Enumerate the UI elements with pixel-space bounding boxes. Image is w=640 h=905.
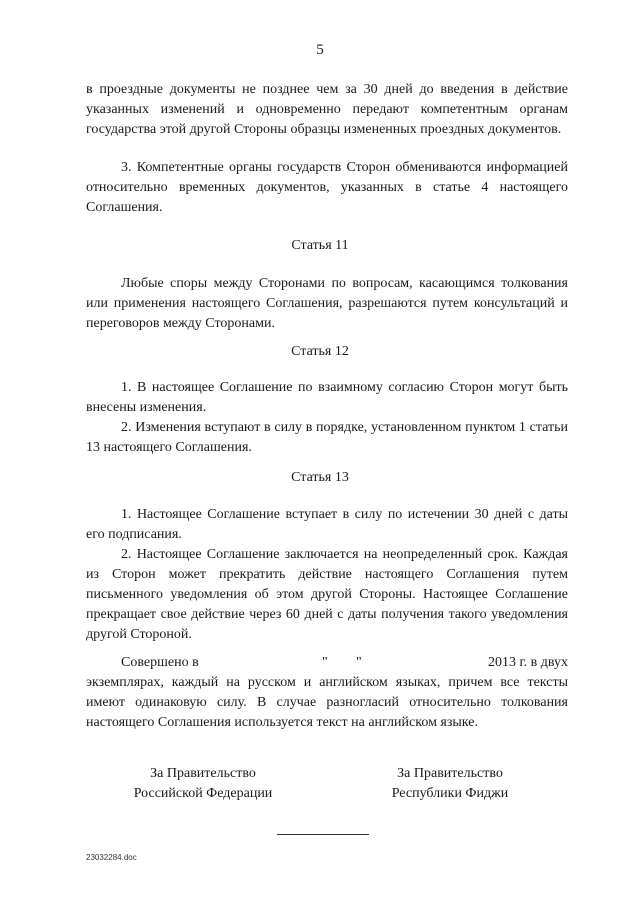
signature-right-line-1: За Правительство bbox=[397, 766, 503, 781]
completion-first-line bbox=[86, 653, 568, 673]
article-11-heading: Статья 11 bbox=[291, 238, 349, 253]
signature-right-line-2: Республики Фиджи bbox=[391, 786, 509, 801]
completion-done-in: Совершено в bbox=[121, 655, 199, 670]
page-number: 5 bbox=[316, 42, 324, 58]
paragraph-continuation: в проездные документы не позднее чем за 30 дней до введения в действие указанных изменений и одновременно передают компетентным органам государства этой другой Стороны образцы измененных проездных документов. bbox=[86, 82, 568, 137]
completion-quote-open: " bbox=[322, 655, 328, 670]
closing-rule bbox=[277, 834, 369, 835]
article-12-item-1: 1. В настоящее Соглашение по взаимному согласию Сторон могут быть внесены изменения. bbox=[86, 380, 568, 415]
completion-text: экземплярах, каждый на русском и английском языках, причем все тексты имеют одинаковую силу. В случае разногласий относительно толкования настоящего Соглашения используется текст на английском языке. bbox=[86, 675, 568, 730]
completion-year: 2013 г. в двух bbox=[487, 655, 568, 670]
article-13-item-2: 2. Настоящее Соглашение заключается на неопределенный срок. Каждая из Сторон может прекратить действие настоящего Соглашения путем письменного уведомления об этом другой Стороны. Настоящее Соглашение прекращает свое действие через 60 дней с даты получения такого уведомления другой Стороной. bbox=[86, 547, 568, 642]
article-12-heading: Статья 12 bbox=[291, 344, 349, 359]
signature-left-line-2: Российской Федерации bbox=[133, 786, 273, 801]
article-11-text: Любые споры между Сторонами по вопросам, касающимся толкования или применения настоящего Соглашения, разрешаются путем консультаций и переговоров между Сторонами. bbox=[86, 276, 568, 331]
signature-block-right bbox=[350, 764, 550, 804]
signature-block-left bbox=[103, 764, 303, 804]
completion-quote-close: " bbox=[356, 655, 362, 670]
article-13-heading: Статья 13 bbox=[291, 470, 349, 485]
article-13-item-1: 1. Настоящее Соглашение вступает в силу по истечении 30 дней с даты его подписания. bbox=[86, 507, 568, 542]
signature-left-line-1: За Правительство bbox=[150, 766, 256, 781]
footer-file-code: 23032284.doc bbox=[86, 853, 137, 862]
article-12-item-2: 2. Изменения вступают в силу в порядке, установленном пунктом 1 статьи 13 настоящего Соглашения. bbox=[86, 420, 568, 455]
paragraph-item-3: 3. Компетентные органы государств Сторон обмениваются информацией относительно временных документов, указанных в статье 4 настоящего Соглашения. bbox=[86, 160, 568, 215]
